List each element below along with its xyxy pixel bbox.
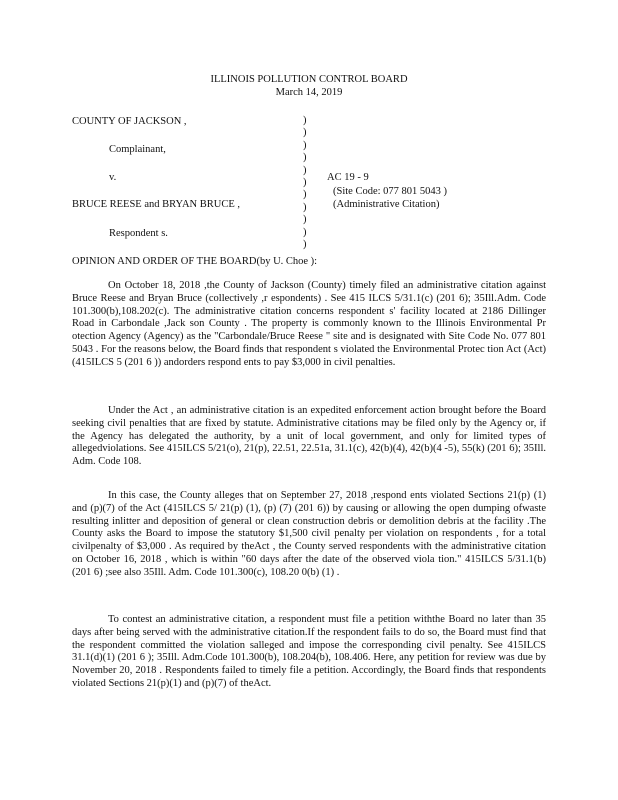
paren: ) — [303, 201, 307, 213]
respondent-name: BRUCE REESE and BRYAN BRUCE , — [72, 199, 241, 210]
respondent-role: Respondent s. — [109, 228, 168, 239]
versus-label: v. — [109, 172, 117, 183]
case-type: (Administrative Citation) — [333, 199, 440, 210]
paren: ) — [303, 152, 307, 164]
complainant-name: COUNTY OF JACKSON , — [72, 116, 187, 127]
paren: ) — [303, 189, 307, 201]
paren: ) — [303, 214, 307, 226]
paragraph-2: Under the Act , an administrative citation is an expedited enforcement action brought before the Board seeking civil penalties that are fixed by statute. Administrative citations may be filed only by the Agency or, if the Agency has delegated the authority, by a unit of local government, and only for limited types of allegedviolations. See 415ILCS 5/21(o), 21(p), 22.51, 22.51a, 31.1(c), 42(b)(4), 42(b)(4 -5), 55(k) (201 6); 35Ill. Adm. Code 108. — [72, 405, 546, 468]
site-code: (Site Code: 077 801 5043 ) — [333, 186, 448, 197]
paren: ) — [303, 127, 307, 139]
paragraph-1: On October 18, 2018 ,the County of Jackson (County) timely filed an administrative citation against Bruce Reese and Bryan Bruce (collectively ,r espondents) . See 415 ILCS 5/31.1(c) (201 6); 35Ill.Adm. Code 101.300(b),108.202(c). The administrative citation concerns respondent s' facility located at 2186 Dillinger Road in Carbondale ,Jack son County . The property is commonly known to the Illinois Environmental Pr otection Agency (Agency) as the "Carbondale/Bruce Reese " site and is designated with Site Code No. 077 801 5043 . For the reasons below, the Board finds that respondent s violated the Environmental Protec tion Act (Act) (415ILCS 5 (201 6 )) andorders respond ents to pay $3,000 in civil penalties. — [72, 280, 546, 368]
order-date: March 14, 2019 — [275, 87, 343, 98]
paren: ) — [303, 164, 307, 176]
paren: ) — [303, 177, 307, 189]
paren: ) — [303, 239, 307, 251]
case-number: AC 19 - 9 — [327, 172, 369, 183]
paragraph-3: In this case, the County alleges that on September 27, 2018 ,respond ents violated Sections 21(p) (1) and (p)(7) of the Act (415ILCS 5/ 21(p) (1), (p) (7) (201 6)) by causing or allowing the open dumping ofwaste resulting inlitter and deposition of general or clean construction debris or demolition debris at the facility .The County asks the Board to impose the statutory $1,500 civil penalty per violation on respondents , for a total civilpenalty of $3,000 . As required by theAct , the County served respondents with the administrative citation on October 16, 2018 , which is within "60 days after the date of the observed viola tion." 415ILCS 5/31.1(b) (201 6) ;see also 35Ill. Adm. Code 101.300(c), 108.20 0(b) (1) . — [72, 490, 546, 578]
paren: ) — [303, 115, 307, 126]
complainant-role: Complainant, — [109, 144, 166, 155]
paragraph-4: To contest an administrative citation, a respondent must file a petition withthe Board no later than 35 days after being served with the administrative citation.If the respondent fails to do so, the Board must find that the respondent committed the violation salleged and impose the corresponding civil penalty. See 415ILCS 31.1(d)(1) (201 6 ); 35Ill. Adm.Code 101.300(b), 108.204(b), 108.406. Here, any petition for review was due by November 20, 2018 . Respondents failed to timely file a petition. Accordingly, the Board finds that respondents violated Sections 21(p)(1) and (p)(7) of theAct. — [72, 614, 546, 689]
caption-parentheses — [303, 115, 313, 251]
paren: ) — [303, 226, 307, 238]
opinion-heading: OPINION AND ORDER OF THE BOARD(by U. Choe ): — [72, 256, 318, 267]
board-name: ILLINOIS POLLUTION CONTROL BOARD — [210, 74, 408, 85]
paren: ) — [303, 139, 307, 151]
